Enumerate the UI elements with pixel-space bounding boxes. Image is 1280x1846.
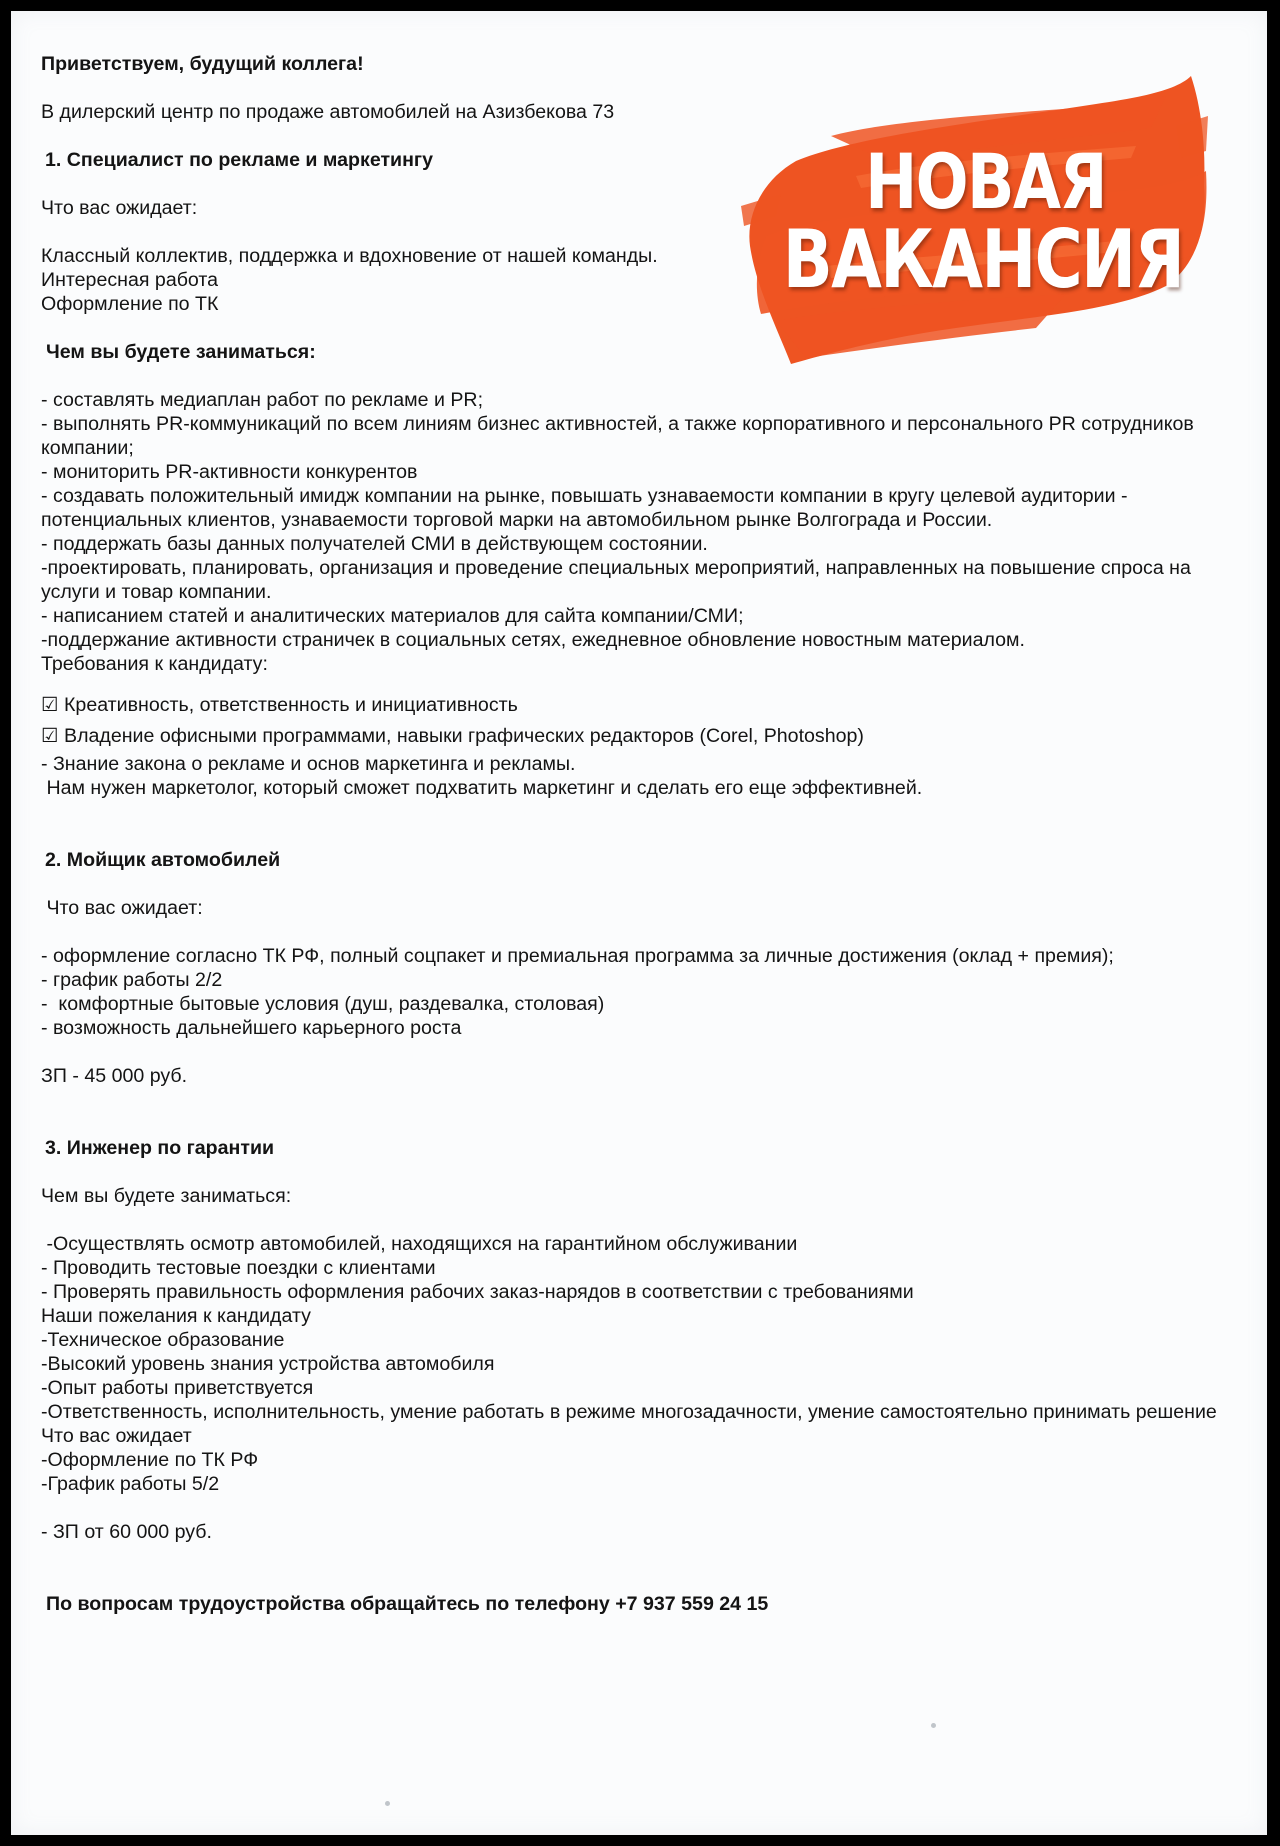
job-3-wish: -Ответственность, исполнительность, умение работать в режиме многозадачности, умение самостоятельно принимать решение <box>41 1401 1217 1423</box>
job-2-item: - оформление согласно ТК РФ, полный соцпакет и премиальная программа за личные достижения (оклад + премия); <box>41 945 1114 967</box>
job-1-closing: Нам нужен маркетолог, который сможет подхватить маркетинг и сделать его еще эффективней. <box>41 777 923 799</box>
vacancy-text <box>41 52 1241 1616</box>
job-2-item: - комфортные бытовые условия (душ, раздевалка, столовая) <box>41 993 605 1015</box>
job-1-duty: -поддержание активности страничек в социальных сетях, ежедневное обновление новостным материалом. <box>41 629 1025 651</box>
job-1-requirement-checked: ☑ Креативность, ответственность и инициативность <box>41 694 518 716</box>
job-1-requirement-checked: ☑ Владение офисными программами, навыки графических редакторов (Corel, Photoshop) <box>41 725 864 747</box>
job-3-wish: -Высокий уровень знания устройства автомобиля <box>41 1353 495 1375</box>
greeting: Приветствуем, будущий коллега! <box>41 53 364 75</box>
job-3-duties-heading: Чем вы будете заниматься: <box>41 1185 292 1207</box>
job-2-expect-heading: Что вас ожидает: <box>41 897 203 919</box>
job-3-duty: - Проводить тестовые поездки с клиентами <box>41 1257 436 1279</box>
banner-line-2: ВАКАНСИЯ <box>782 213 1184 306</box>
job-2-salary: ЗП - 45 000 руб. <box>41 1065 188 1087</box>
job-3-expect-item: -Оформление по ТК РФ <box>41 1449 259 1471</box>
job-1-title: 1. Специалист по рекламе и маркетингу <box>45 149 433 171</box>
job-3-salary: - ЗП от 60 000 руб. <box>41 1521 212 1543</box>
job-1-duty: - выполнять PR-коммуникаций по всем линиям бизнес активностей, а также корпоративного и персонального PR сотрудников компании; <box>41 413 1194 459</box>
job-1-requirement: - Знание закона о рекламе и основ маркетинга и рекламы. <box>41 753 576 775</box>
job-1-duty: - создавать положительный имидж компании на рынке, повышать узнаваемости компании в кругу целевой аудитории - потенциальных клиентов, узнаваемости торговой марки на автомобильном рынке Волгограда и России. <box>41 485 1128 531</box>
job-1-duties-heading: Чем вы будете заниматься: <box>46 341 316 363</box>
job-1-expect-item: Классный коллектив, поддержка и вдохновение от нашей команды. <box>41 245 658 267</box>
job-3-expect-heading: Что вас ожидает <box>41 1425 192 1447</box>
job-3-duty: -Осуществлять осмотр автомобилей, находящихся на гарантийном обслуживании <box>41 1233 798 1255</box>
job-1-duty: - поддержать базы данных получателей СМИ в действующем состоянии. <box>41 533 708 555</box>
job-1-duty: - составлять медиаплан работ по рекламе и PR; <box>41 389 484 411</box>
job-3-expect-item: -График работы 5/2 <box>41 1473 220 1495</box>
job-1-expect-heading: Что вас ожидает: <box>41 197 198 219</box>
job-3-title: 3. Инженер по гарантии <box>45 1137 275 1159</box>
paper-speck <box>385 1801 390 1806</box>
job-1-duty: -проектировать, планировать, организация и проведение специальных мероприятий, направленных на повышение спроса на услуги и товар компании. <box>41 557 1191 603</box>
banner-line-1: НОВАЯ <box>865 137 1106 226</box>
job-2-item: - график работы 2/2 <box>41 969 223 991</box>
job-3-wish: -Опыт работы приветствуется <box>41 1377 314 1399</box>
paper-speck <box>931 1723 936 1728</box>
job-1-duty: - мониторить PR-активности конкурентов <box>41 461 418 483</box>
job-3-wish: -Техническое образование <box>41 1329 285 1351</box>
job-3-wishes-heading: Наши пожелания к кандидату <box>41 1305 311 1327</box>
job-1-duty: - написанием статей и аналитических материалов для сайта компании/СМИ; <box>41 605 744 627</box>
job-1-expect-item: Интересная работа <box>41 269 219 291</box>
job-3-duty: - Проверять правильность оформления рабочих заказ-нарядов в соответствии с требованиями <box>41 1281 914 1303</box>
job-2-item: - возможность дальнейшего карьерного роста <box>41 1017 462 1039</box>
job-2-title: 2. Мойщик автомобилей <box>45 849 281 871</box>
job-1-requirements-heading: Требования к кандидату: <box>41 653 268 675</box>
job-1-expect-item: Оформление по ТК <box>41 293 219 315</box>
contact-phone-line: По вопросам трудоустройства обращайтесь по телефону +7 937 559 24 15 <box>46 1593 769 1615</box>
intro-text: В дилерский центр по продаже автомобилей на Азизбекова 73 <box>41 101 615 123</box>
